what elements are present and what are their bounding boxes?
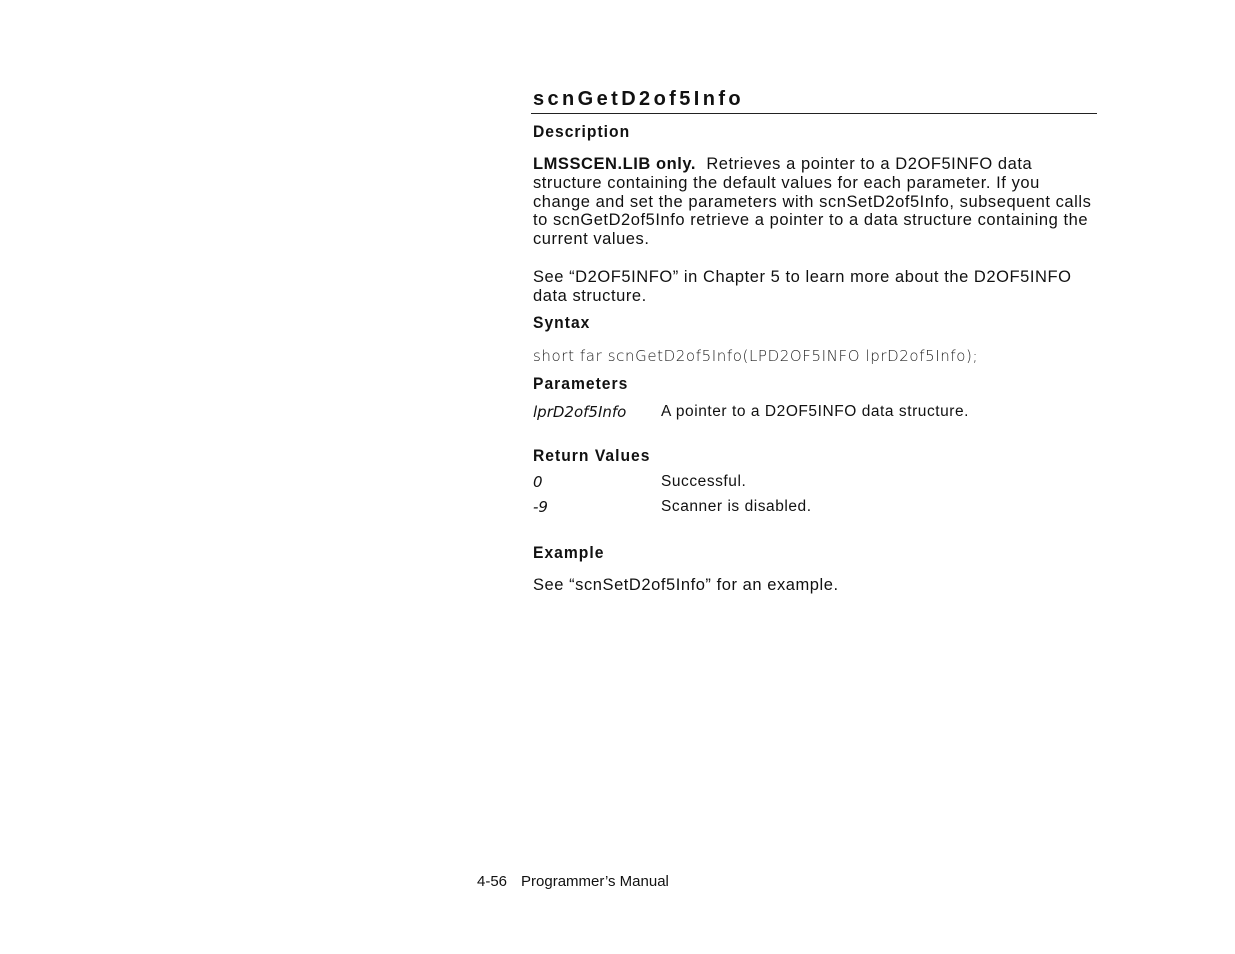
return-value: 0 [533,473,543,491]
manual-title: Programmer’s Manual [521,873,669,890]
return-value-row [533,472,1093,492]
description-heading: Description [533,122,631,141]
return-value: -9 [533,498,548,516]
description-lead: LMSSCEN.LIB only. [533,155,697,173]
page-number: 4-56 [477,873,508,890]
return-values-heading: Return Values [533,446,651,465]
example-heading: Example [533,543,605,562]
title-rule [531,113,1097,114]
return-value-description: Successful. [661,473,747,490]
parameter-row [533,402,1093,422]
return-value-row [533,497,1093,517]
parameter-name: lprD2of5Info [533,403,627,421]
parameters-heading: Parameters [533,374,629,393]
parameter-description: A pointer to a D2OF5INFO data structure. [661,403,970,420]
return-value-description: Scanner is disabled. [661,498,812,515]
example-text: See “scnSetD2of5Info” for an example. [533,576,839,594]
syntax-heading: Syntax [533,313,591,332]
see-also-paragraph: See “D2OF5INFO” in Chapter 5 to learn more about the D2OF5INFO data structure. [533,268,1072,305]
description-body: Retrieves a pointer to a D2OF5INFO data structure containing the default values for each parameter. If you change and set the parameters with scnSetD2of5Info, subsequent calls to scnGetD2of5Info retrieve a pointer to a data structure containing the current values. [533,155,1092,249]
function-title: scnGetD2of5Info [533,88,745,110]
description-paragraph [533,155,1099,249]
syntax-code: short far scnGetD2of5Info(LPD2OF5INFO lprD2of5Info); [533,347,979,365]
page-footer [477,872,669,892]
